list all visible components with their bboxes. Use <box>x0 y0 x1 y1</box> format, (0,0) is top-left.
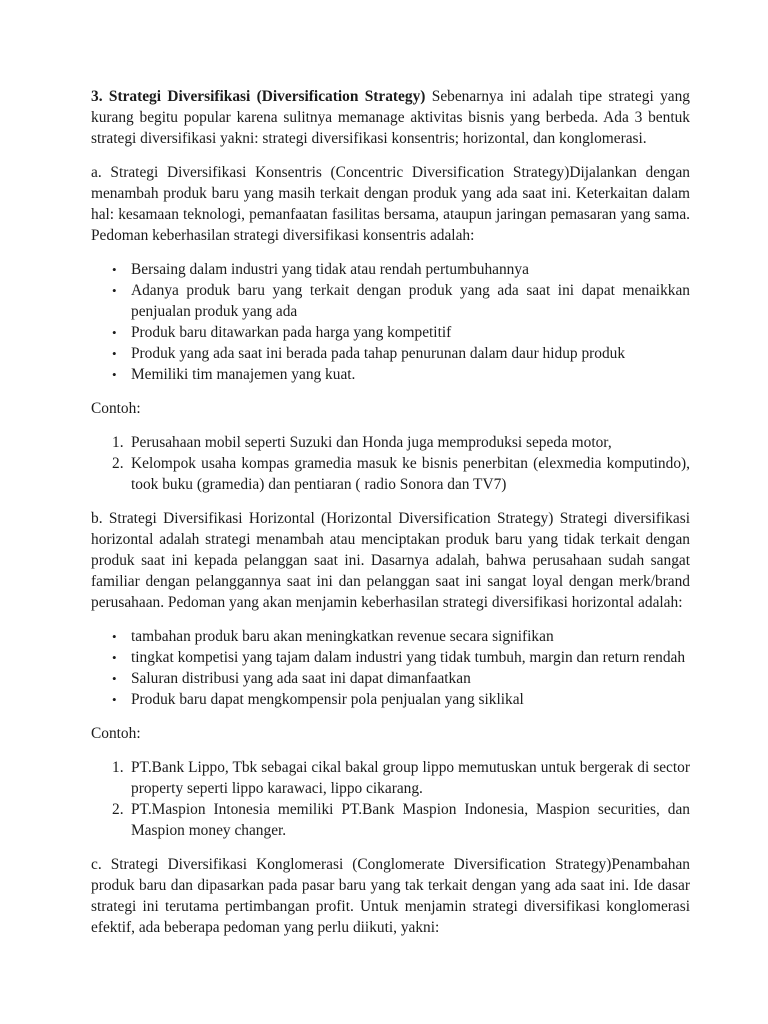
bullet-icon: • <box>112 629 117 644</box>
list-item <box>91 689 690 710</box>
list-item <box>91 322 690 343</box>
list-item <box>91 343 690 364</box>
list-item-text: Memiliki tim manajemen yang kuat. <box>131 366 356 383</box>
text-run: Contoh: <box>91 725 141 742</box>
text-run: Sebenarnya ini adalah tipe strategi yang kurang begitu popular karena sulitnya memanage aktivitas bisnis yang berbeda. Ada 3 bentuk strategi diversifikasi yakni: strategi diversifikasi konsentris; horizontal, dan konglomerasi. <box>91 88 690 147</box>
bullet-icon: • <box>112 325 117 340</box>
list-item-text: Produk baru dapat mengkompensir pola penjualan yang siklikal <box>131 691 524 708</box>
text-run: Contoh: <box>91 400 141 417</box>
list-item-text: Bersaing dalam industri yang tidak atau rendah pertumbuhannya <box>131 261 529 278</box>
section-a-paragraph <box>91 162 690 246</box>
item-number: 1. <box>112 759 124 776</box>
list-item-text: tingkat kompetisi yang tajam dalam industri yang tidak tumbuh, margin dan return rendah <box>131 649 686 666</box>
bullet-icon: • <box>112 692 117 707</box>
list-item-text: PT.Maspion Intonesia memiliki PT.Bank Maspion Indonesia, Maspion securities, dan Maspion money changer. <box>131 801 690 839</box>
list-item <box>91 668 690 689</box>
item-number: 1. <box>112 434 124 451</box>
list-item-text: Adanya produk baru yang terkait dengan produk yang ada saat ini dapat menaikkan penjualan produk yang ada <box>131 282 690 320</box>
list-item-text: tambahan produk baru akan meningkatkan revenue secara signifikan <box>131 628 554 645</box>
list-item <box>91 432 690 453</box>
list-item <box>91 453 690 495</box>
document-content <box>91 86 690 938</box>
section-c-paragraph <box>91 854 690 938</box>
list-item <box>91 259 690 280</box>
horizontal-examples-list <box>91 757 690 841</box>
list-item <box>91 364 690 385</box>
list-item <box>91 280 690 322</box>
list-item-text: PT.Bank Lippo, Tbk sebagai cikal bakal group lippo memutuskan untuk bergerak di sector property seperti lippo karawaci, lippo cikarang. <box>131 759 690 797</box>
bullet-icon: • <box>112 650 117 665</box>
concentric-examples-list <box>91 432 690 495</box>
text-run: c. Strategi Diversifikasi Konglomerasi (Conglomerate Diversification Strategy)Penambahan produk baru dan dipasarkan pada pasar baru yang tak terkait dengan yang ada saat ini. Ide dasar strategi ini terutama pertimbangan profit. Untuk menjamin strategi diversifikasi konglomerasi efektif, ada beberapa pedoman yang perlu diikuti, yakni: <box>91 856 690 936</box>
contoh-label <box>91 723 690 744</box>
list-item-text: Saluran distribusi yang ada saat ini dapat dimanfaatkan <box>131 670 471 687</box>
list-item <box>91 647 690 668</box>
list-item-text: Produk baru ditawarkan pada harga yang kompetitif <box>131 324 452 341</box>
item-number: 2. <box>112 455 124 472</box>
list-item <box>91 626 690 647</box>
bullet-icon: • <box>112 346 117 361</box>
text-run: b. Strategi Diversifikasi Horizontal (Horizontal Diversification Strategy) Strategi diversifikasi horizontal adalah strategi menambah atau menciptakan produk baru yang tidak terkait dengan produk saat ini kepada pelanggan saat ini. Dasarnya adalah, bahwa perusahaan sudah sangat familiar dengan pelanggannya saat ini dan pelanggan saat ini sangat loyal dengan merk/brand perusahaan. Pedoman yang akan menjamin keberhasilan strategi diversifikasi horizontal adalah: <box>91 510 690 611</box>
list-item-text: Kelompok usaha kompas gramedia masuk ke bisnis penerbitan (elexmedia komputindo), took buku (gramedia) dan pentiaran ( radio Sonora dan TV7) <box>131 455 690 493</box>
item-number: 2. <box>112 801 124 818</box>
bullet-icon: • <box>112 283 117 298</box>
concentric-guidelines-list <box>91 259 690 385</box>
bullet-icon: • <box>112 262 117 277</box>
bold-text-run: 3. Strategi Diversifikasi (Diversification Strategy) <box>91 88 426 105</box>
list-item <box>91 799 690 841</box>
bullet-icon: • <box>112 671 117 686</box>
horizontal-guidelines-list <box>91 626 690 710</box>
text-run: a. Strategi Diversifikasi Konsentris (Concentric Diversification Strategy)Dijalankan dengan menambah produk baru yang masih terkait dengan produk yang ada saat ini. Keterkaitan dalam hal: kesamaan teknologi, pemanfaatan fasilitas bersama, ataupun jaringan pemasaran yang sama. Pedoman keberhasilan strategi diversifikasi konsentris adalah: <box>91 164 690 244</box>
list-item-text: Perusahaan mobil seperti Suzuki dan Honda juga memproduksi sepeda motor, <box>131 434 612 451</box>
intro-paragraph <box>91 86 690 149</box>
contoh-label <box>91 398 690 419</box>
list-item-text: Produk yang ada saat ini berada pada tahap penurunan dalam daur hidup produk <box>131 345 626 362</box>
bullet-icon: • <box>112 367 117 382</box>
section-b-paragraph <box>91 508 690 613</box>
list-item <box>91 757 690 799</box>
